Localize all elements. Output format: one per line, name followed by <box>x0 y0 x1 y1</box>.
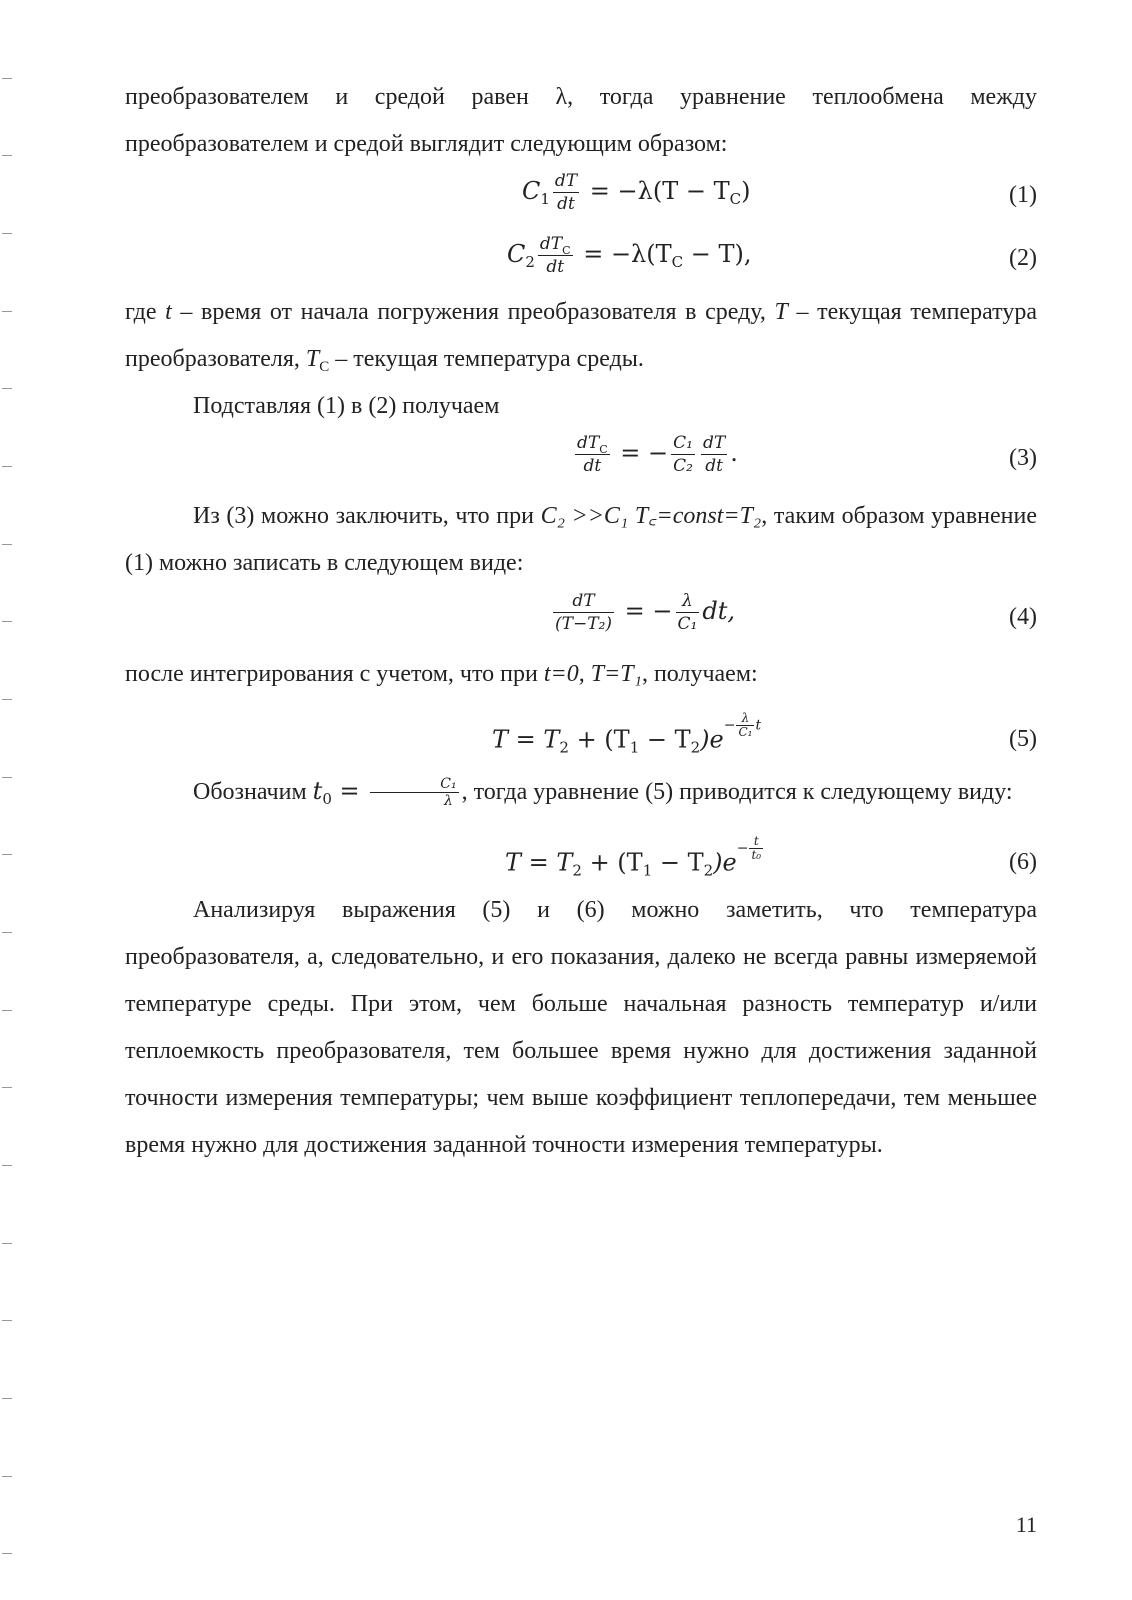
paragraph-conclusion: Из (3) можно заключить, что при C₂ >>C₁ T꜀=const=T₂, таким образом уравнение (1) можно записать в следующем виде: <box>125 503 1037 576</box>
equation-3-number: (3) <box>1009 445 1037 471</box>
paragraph-substituting: Подставляя (1) в (2) получаем <box>193 393 500 419</box>
equation-4: $\frac{dT}{\text{(T−T₂)}}$ = − $\frac{\lambda}{\text{C₁}}$ dt, <box>555 591 735 634</box>
paragraph-denote: Обозначим $t_0$ = $\frac{\text{C₁}}{\lambda}$ , тогда уравнение (5) приводится к следующему виду: <box>193 776 1013 809</box>
equation-5-number: (5) <box>1009 726 1037 752</box>
paragraph-integration: после интегрирования с учетом, что при t=0, T=T₁, получаем: <box>125 661 758 687</box>
equation-6: $T = T_2 + (T_1 - T_2)e-$ $\frac{t}{\text{t₀}}$ <box>505 834 762 880</box>
equation-1: $C_1$ $\frac{dT}{dt}$ = $-\lambda(T - T_C)$ <box>522 171 751 214</box>
equation-5: $T = T_2 + (T_1 - T_2)e-$ $\frac{\lambda}{\text{C₁}}$ t <box>492 711 762 757</box>
scan-edge-marks <box>0 0 20 1600</box>
equation-2: $C_2$ $\frac{dT_C}{dt}$ = $-\lambda(T_C - T)$, <box>507 234 752 277</box>
equation-4-number: (4) <box>1009 604 1037 630</box>
paragraph-intro-text: преобразователем и средой равен λ, тогда уравнение теплообмена между преобразователем и средой выглядит следующим образом: <box>125 84 1037 157</box>
equation-2-number: (2) <box>1009 245 1037 271</box>
equation-1-number: (1) <box>1009 182 1037 208</box>
equation-6-number: (6) <box>1009 849 1037 875</box>
equation-3: $\frac{dT_C}{dt}$ = − $\frac{\text{C₁}}{\text{C₂}}$ $\frac{dT}{dt}$ . <box>577 433 738 476</box>
paragraph-analysis: Анализируя выражения (5) и (6) можно заметить, что температура преобразователя, а, следовательно, и его показания, далеко не всегда равны измеряемой температуре среды. При этом, чем больше начальная разность температур и/или теплоемкость преобразователя, тем большее время нужно для достижения заданной точности измерения температуры; чем выше коэффициент теплопередачи, тем меньшее время нужно для достижения заданной точности измерения температуры. <box>125 897 1037 1158</box>
paragraph-definitions: где t – время от начала погружения преобразователя в среду, T – текущая температура преобразователя, $T_C$ – текущая температура среды. <box>125 299 1037 375</box>
page-number: 11 <box>1015 1512 1037 1537</box>
paragraph-intro <box>125 74 1037 168</box>
